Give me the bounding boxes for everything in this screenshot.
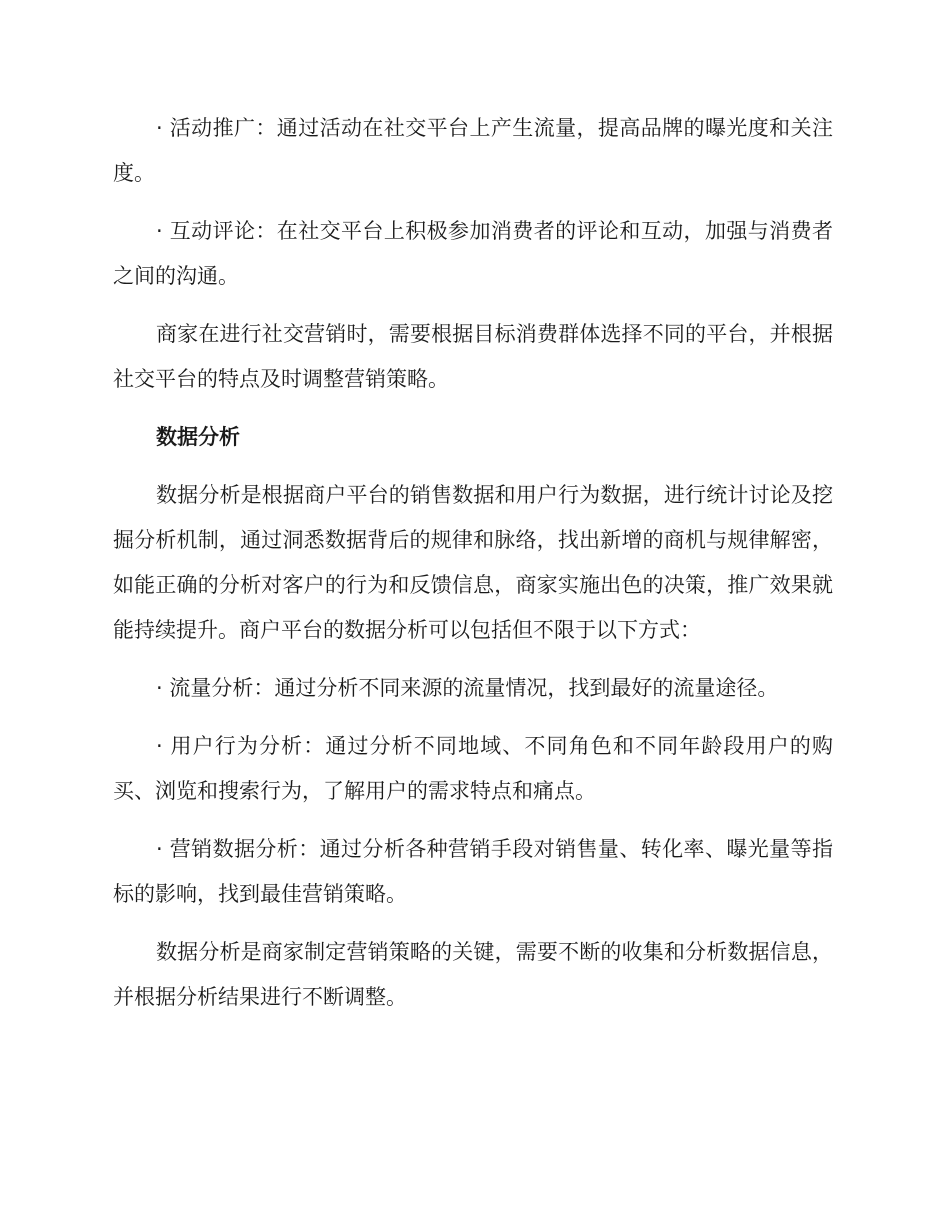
document-body bbox=[113, 106, 833, 1033]
bullet-activity-promotion: · 活动推广：通过活动在社交平台上产生流量，提高品牌的曝光度和关注度。 bbox=[113, 116, 833, 185]
social-marketing-summary: 商家在进行社交营销时，需要根据目标消费群体选择不同的平台，并根据社交平台的特点及时调整营销策略。 bbox=[113, 322, 833, 391]
data-analysis-conclusion: 数据分析是商家制定营销策略的关键，需要不断的收集和分析数据信息，并根据分析结果进行不断调整。 bbox=[113, 940, 833, 1009]
bullet-interactive-comments: · 互动评论：在社交平台上积极参加消费者的评论和互动，加强与消费者之间的沟通。 bbox=[113, 219, 833, 288]
data-analysis-intro: 数据分析是根据商户平台的销售数据和用户行为数据，进行统计讨论及挖掘分析机制，通过洞悉数据背后的规律和脉络，找出新增的商机与规律解密，如能正确的分析对客户的行为和反馈信息，商家实施出色的决策，推广效果就能持续提升。商户平台的数据分析可以包括但不限于以下方式： bbox=[113, 483, 833, 642]
bullet-traffic-analysis: · 流量分析：通过分析不同来源的流量情况，找到最好的流量途径。 bbox=[156, 676, 779, 700]
section-heading-data-analysis: 数据分析 bbox=[156, 425, 240, 449]
bullet-marketing-data-analysis: · 营销数据分析：通过分析各种营销手段对销售量、转化率、曝光量等指标的影响，找到最佳营销策略。 bbox=[113, 837, 833, 906]
bullet-user-behavior-analysis: · 用户行为分析：通过分析不同地域、不同角色和不同年龄段用户的购买、浏览和搜索行为，了解用户的需求特点和痛点。 bbox=[113, 734, 833, 803]
